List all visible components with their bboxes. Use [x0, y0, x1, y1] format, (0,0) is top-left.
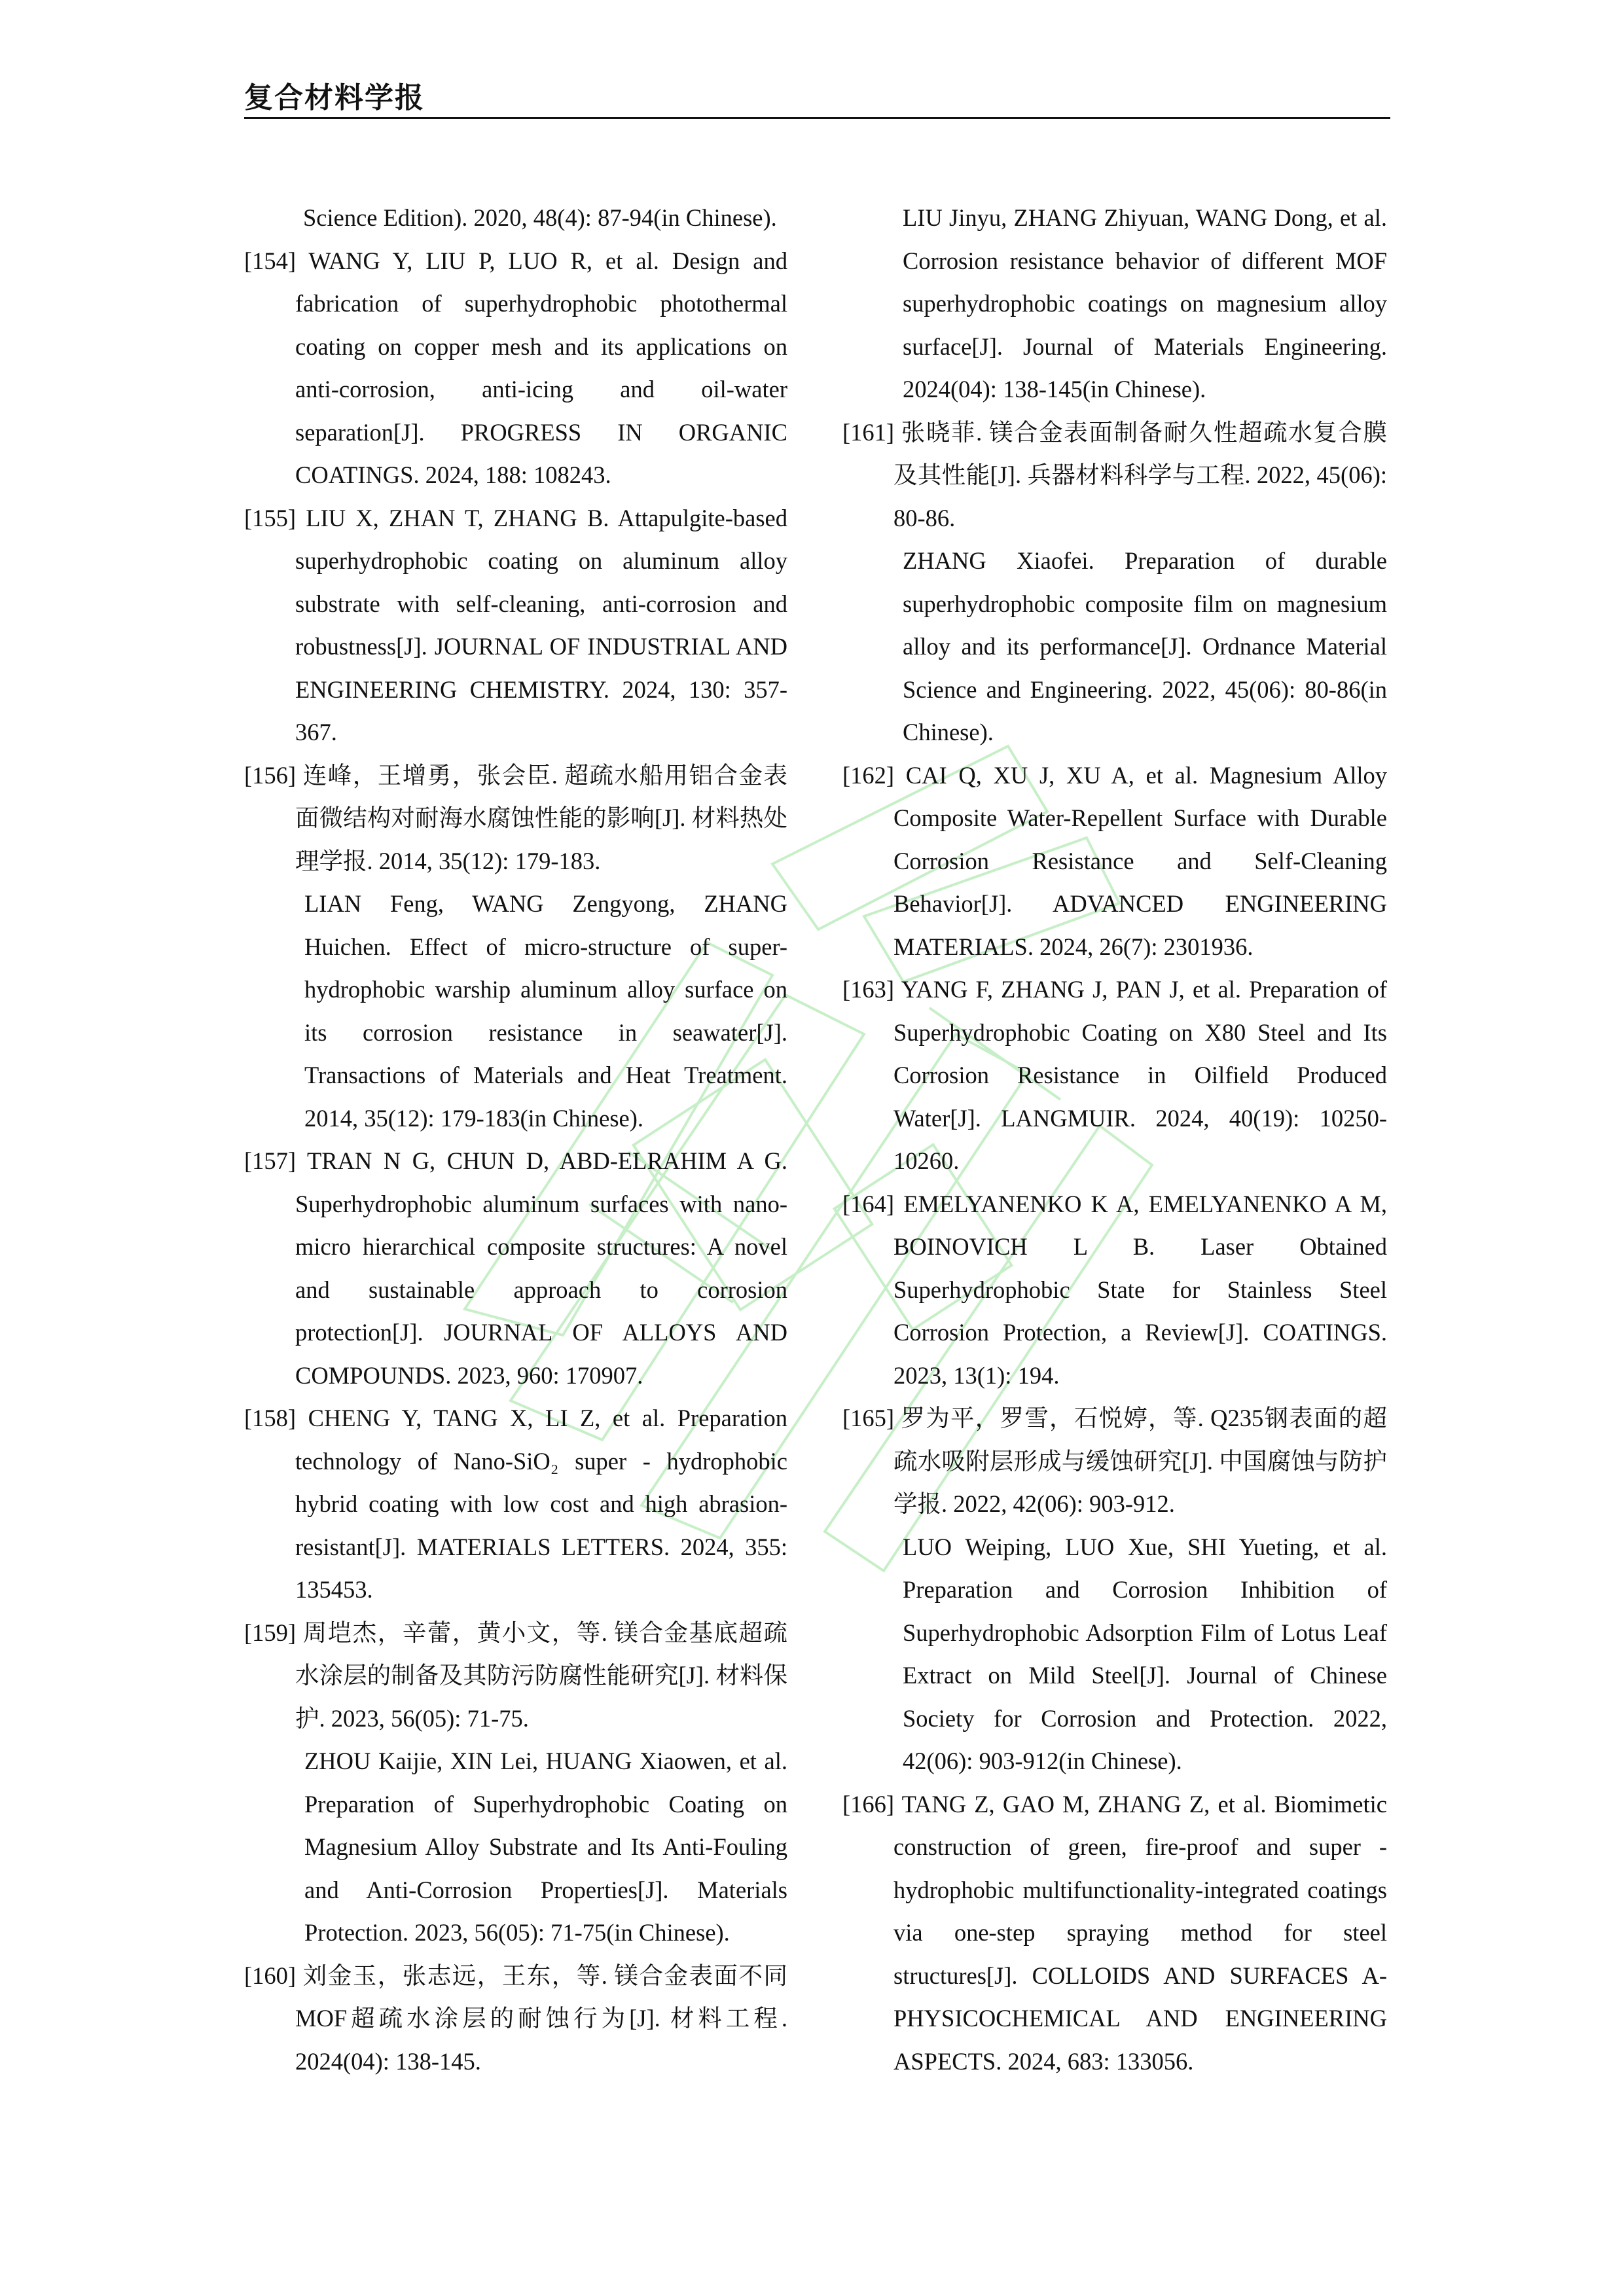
reference-number: [161]: [842, 418, 895, 446]
reference-item: [244, 1611, 787, 1740]
reference-number: [160]: [244, 1962, 297, 1989]
reference-item: [842, 968, 1387, 1183]
reference-translation: ZHOU Kaijie, XIN Lei, HUANG Xiaowen, et al. Preparation of Superhydrophobic Coating on Magnesium Alloy Substrate and Its Anti-Fouling and Anti-Corrosion Properties[J]. Materials Protection. 2023, 56(05): 71-75(in Chinese).: [304, 1748, 787, 1946]
reference-number: [156]: [244, 761, 297, 789]
reference-item: [842, 1183, 1387, 1397]
reference-translation: LIAN Feng, WANG Zengyong, ZHANG Huichen. Effect of micro-structure of super-hydrophobic warship aluminum alloy surface on its corrosion resistance in seawater[J]. Transactions of Materials and Heat Treatment. 2014, 35(12): 179-183(in Chinese).: [304, 890, 787, 1132]
reference-text: 连峰，王增勇，张会臣. 超疏水船用铝合金表面微结构对耐海水腐蚀性能的影响[J]. 材料热处理学报. 2014, 35(12): 179-183.: [295, 761, 788, 874]
reference-text: TRAN N G, CHUN D, ABD-ELRAHIM A G. Superhydrophobic aluminum surfaces with nano-micro hierarchical composite structures: A novel and sustainable approach to corrosion protection[J]. JOURNAL OF ALLOYS AND COMPOUNDS. 2023, 960: 170907.: [295, 1147, 787, 1389]
reference-number: [166]: [842, 1790, 895, 1818]
reference-text: YANG F, ZHANG J, PAN J, et al. Preparation of Superhydrophobic Coating on X80 Steel and Its Corrosion Resistance in Oilfield Produced Water[J]. LANGMUIR. 2024, 40(19): 10250-10260.: [893, 976, 1387, 1174]
reference-number: [157]: [244, 1147, 297, 1174]
reference-item: [842, 754, 1387, 969]
reference-number: [154]: [244, 247, 297, 274]
reference-item: [244, 1139, 787, 1397]
references-right-column: [842, 196, 1387, 2083]
reference-number: [165]: [842, 1405, 895, 1431]
references-left-column: [244, 196, 787, 2083]
reference-text: EMELYANENKO K A, EMELYANENKO A M, BOINOVICH L B. Laser Obtained Superhydrophobic State for Stainless Steel Corrosion Protection, a Review[J]. COATINGS. 2023, 13(1): 194.: [893, 1190, 1387, 1389]
reference-item: [842, 1397, 1387, 1526]
reference-item: [842, 411, 1387, 540]
reference-item: [244, 754, 787, 883]
reference-number: [163]: [842, 976, 895, 1003]
reference-text: LIU X, ZHAN T, ZHANG B. Attapulgite-based superhydrophobic coating on aluminum alloy substrate with self-cleaning, anti-corrosion and robustness[J]. JOURNAL OF INDUSTRIAL AND ENGINEERING CHEMISTRY. 2024, 130: 357-367.: [295, 504, 788, 745]
reference-item: [842, 1783, 1387, 2083]
reference-item: [244, 1954, 787, 2083]
reference-number: [155]: [244, 504, 297, 531]
reference-number: [164]: [842, 1190, 895, 1217]
reference-text: 罗为平，罗雪，石悦婷，等. Q235钢表面的超疏水吸附层形成与缓蚀研究[J]. 中国腐蚀与防护学报. 2022, 42(06): 903-912.: [893, 1405, 1388, 1517]
reference-text: 周垲杰，辛蕾，黄小文，等. 镁合金基底超疏水涂层的制备及其防污防腐性能研究[J]. 材料保护. 2023, 56(05): 71-75.: [295, 1619, 788, 1732]
reference-item: [244, 240, 787, 497]
reference-continuation: LIU Jinyu, ZHANG Zhiyuan, WANG Dong, et al. Corrosion resistance behavior of different MOF superhydrophobic coatings on magnesium alloy surface[J]. Journal of Materials Engineering. 2024(04): 138-145(in Chinese).: [903, 204, 1387, 403]
reference-text: TANG Z, GAO M, ZHANG Z, et al. Biomimetic construction of green, fire-proof and super - hydrophobic multifunctionality-integrated coatings via one-step spraying method for steel structures[J]. COLLOIDS AND SURFACES A-PHYSICOCHEMICAL AND ENGINEERING ASPECTS. 2024, 683: 133056.: [893, 1790, 1387, 2075]
reference-item: [244, 497, 787, 754]
reference-item: [244, 1397, 787, 1611]
reference-text: 张晓菲. 镁合金表面制备耐久性超疏水复合膜及其性能[J]. 兵器材料科学与工程. 2022, 45(06): 80-86.: [893, 418, 1388, 531]
reference-translation: ZHANG Xiaofei. Preparation of durable superhydrophobic composite film on magnesium alloy and its performance[J]. Ordnance Material Science and Engineering. 2022, 45(06): 80-86(in Chinese).: [903, 547, 1387, 745]
reference-number: [159]: [244, 1619, 297, 1646]
journal-title: 复合材料学报: [244, 81, 425, 115]
reference-text: 刘金玉，张志远，王东，等. 镁合金表面不同MOF超疏水涂层的耐蚀行为[J]. 材料工程. 2024(04): 138-145.: [295, 1962, 788, 2075]
reference-text: CHENG Y, TANG X, LI Z, et al. Preparation technology of Nano-SiO₂ super - hydrophobic hybrid coating with low cost and high abrasion-resistant[J]. MATERIALS LETTERS. 2024, 355: 135453.: [295, 1405, 788, 1603]
reference-text: WANG Y, LIU P, LUO R, et al. Design and fabrication of superhydrophobic photothermal coating on copper mesh and its applications on anti-corrosion, anti-icing and oil-water separation[J]. PROGRESS IN ORGANIC COATINGS. 2024, 188: 108243.: [295, 247, 787, 488]
header-rule: [244, 117, 1390, 119]
reference-text: CAI Q, XU J, XU A, et al. Magnesium Alloy Composite Water-Repellent Surface with Durable Corrosion Resistance and Self-Cleaning Behavior[J]. ADVANCED ENGINEERING MATERIALS. 2024, 26(7): 2301936.: [893, 761, 1388, 960]
reference-number: [162]: [842, 761, 895, 789]
reference-translation: LUO Weiping, LUO Xue, SHI Yueting, et al. Preparation and Corrosion Inhibition of Superhydrophobic Adsorption Film of Lotus Leaf Extract on Mild Steel[J]. Journal of Chinese Society for Corrosion and Protection. 2022, 42(06): 903-912(in Chinese).: [903, 1533, 1387, 1774]
reference-continuation: Science Edition). 2020, 48(4): 87-94(in Chinese).: [303, 204, 777, 231]
reference-number: [158]: [244, 1405, 297, 1431]
